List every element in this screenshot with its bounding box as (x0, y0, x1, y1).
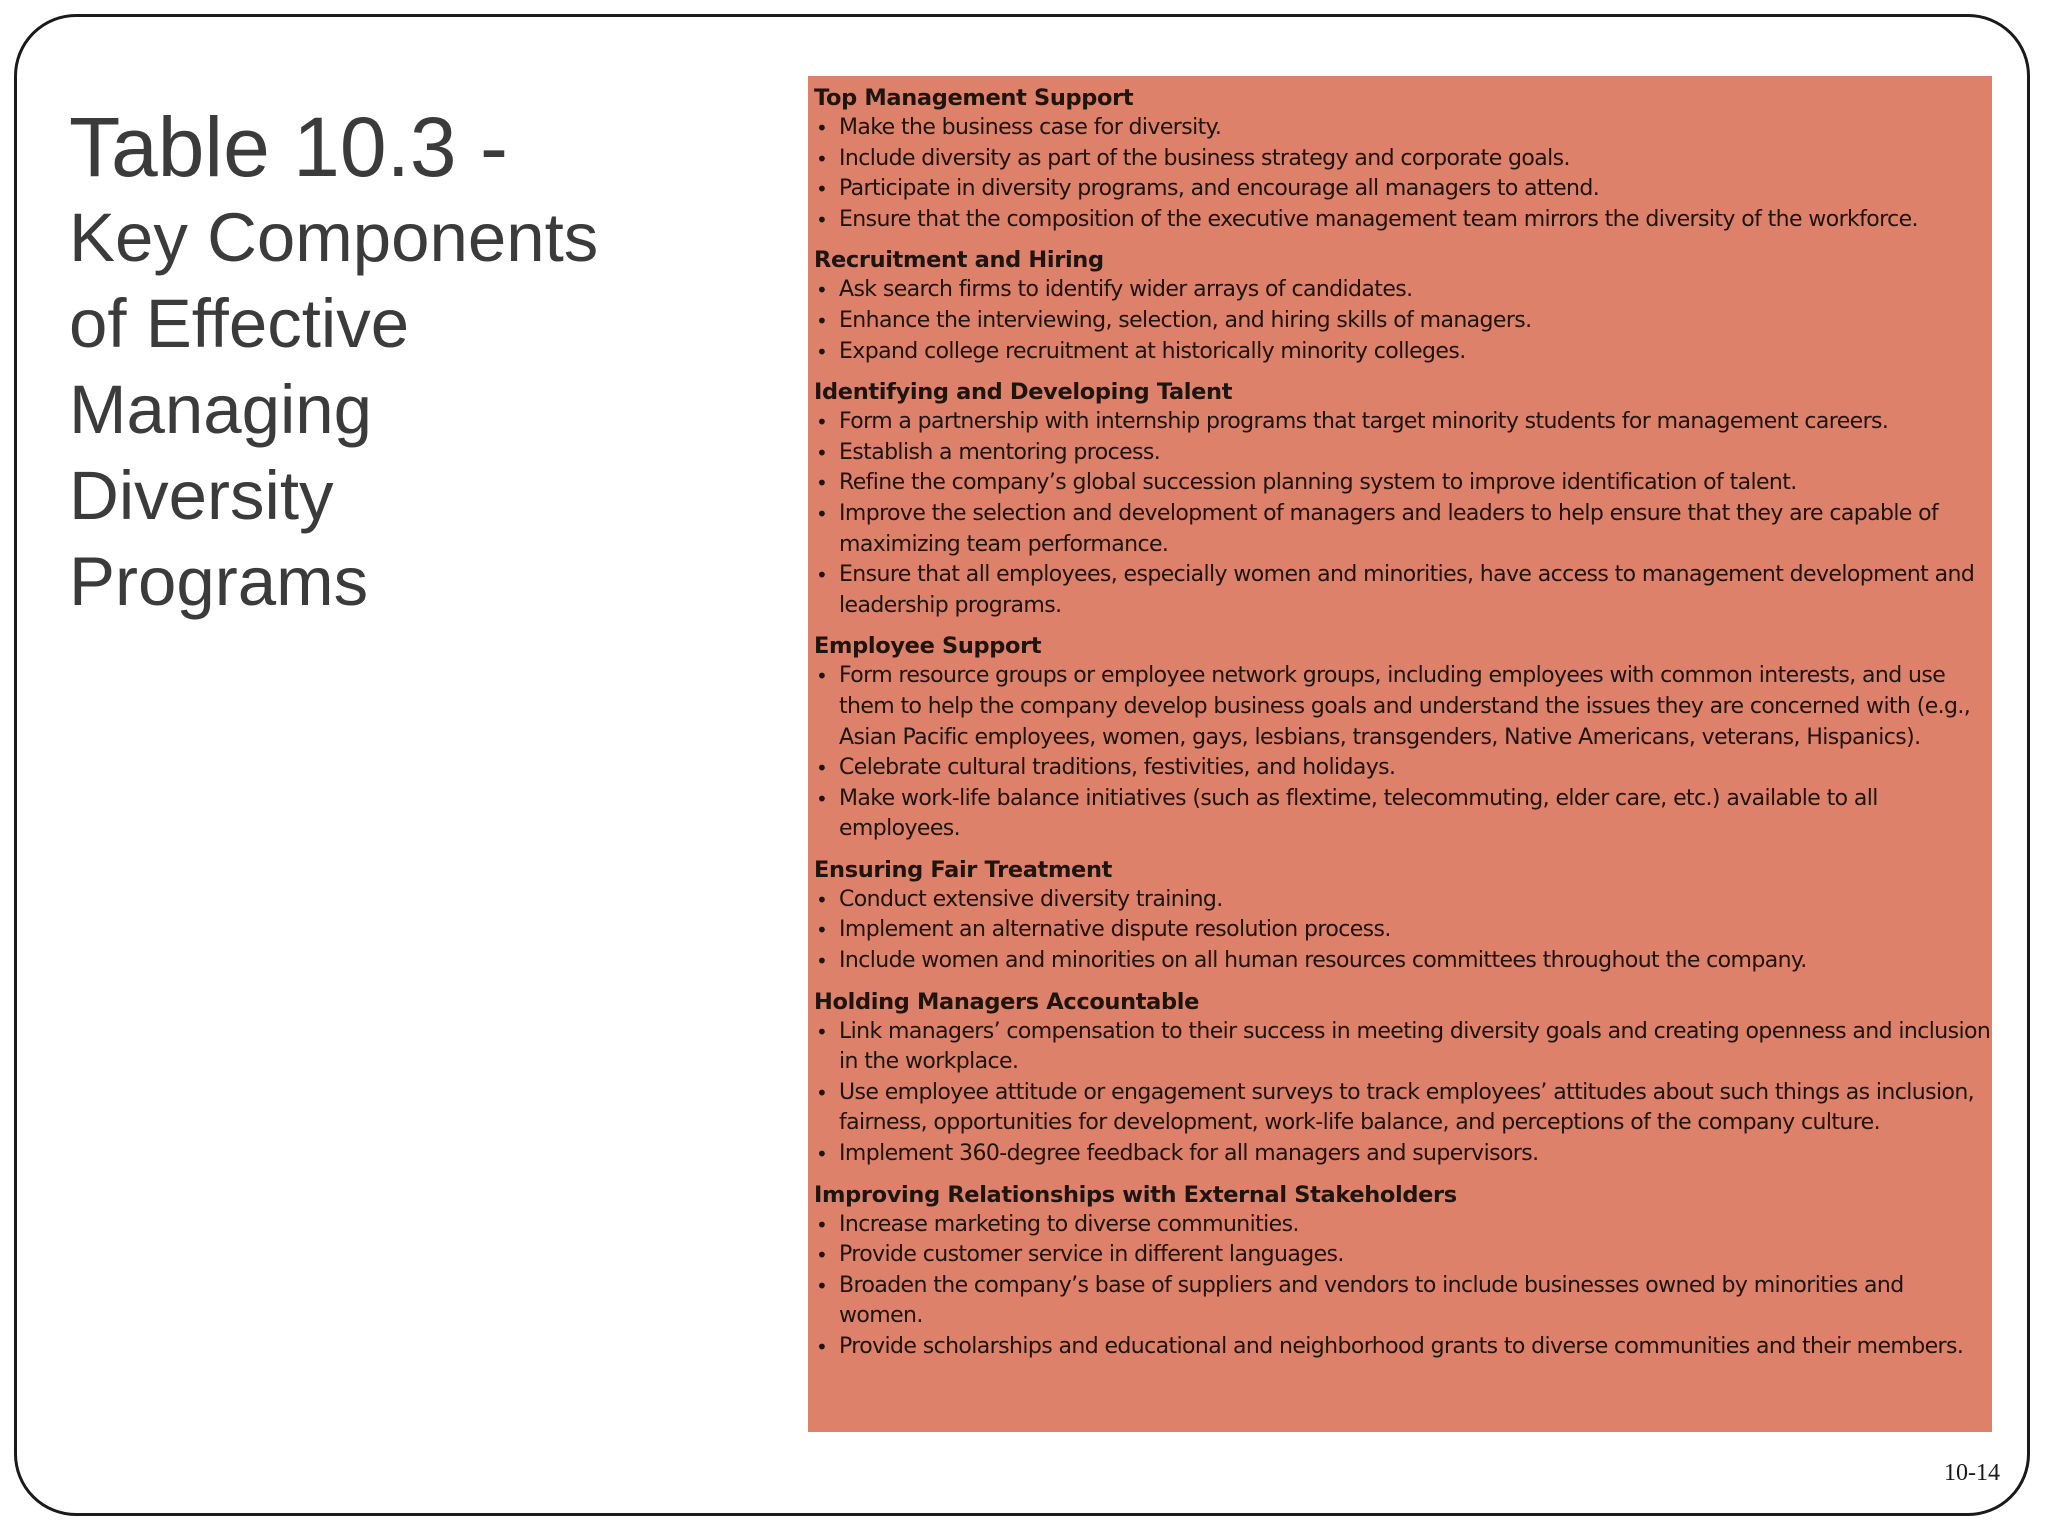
list-item-text: Establish a mentoring process. (839, 439, 1161, 465)
slide-title-line1: Table 10.3 - (69, 100, 508, 194)
list-item (814, 337, 1992, 368)
section-heading: Improving Relationships with External Stakeholders (814, 1181, 1457, 1208)
list-item (814, 407, 1992, 438)
list-item (814, 174, 1992, 205)
bullet-icon: • (816, 339, 828, 364)
list-item-text: Form a partnership with internship programs that target minority students for management careers. (839, 409, 1889, 435)
section-heading: Employee Support (814, 633, 1042, 660)
section-heading: Identifying and Developing Talent (814, 379, 1233, 406)
list-item (814, 205, 1992, 236)
bullet-icon: • (816, 918, 828, 943)
bullet-icon: • (816, 1243, 828, 1268)
bullet-icon: • (816, 887, 828, 912)
list-item-text: Make work-life balance initiatives (such as flextime, telecommuting, elder care, etc.) available to all employees. (839, 785, 1878, 842)
page-number: 10-14 (1944, 1460, 2000, 1486)
section-heading: Recruitment and Hiring (814, 247, 1104, 274)
bullet-icon: • (816, 949, 828, 974)
bullet-icon: • (816, 1019, 828, 1044)
bullet-icon: • (816, 501, 828, 526)
table-section (814, 987, 1992, 1170)
list-item (814, 915, 1992, 946)
section-heading: Ensuring Fair Treatment (814, 856, 1113, 883)
list-item-text: Include diversity as part of the business strategy and corporate goals. (839, 145, 1570, 171)
bullet-icon: • (816, 278, 828, 303)
list-item (814, 113, 1992, 144)
list-item (814, 1139, 1992, 1170)
list-item-text: Ask search firms to identify wider arrays of candidates. (839, 277, 1413, 303)
list-item (814, 1078, 1992, 1139)
bullet-icon: • (816, 146, 828, 171)
list-item-text: Ensure that the composition of the executive management team mirrors the diversity of the workforce. (839, 206, 1918, 232)
section-heading: Top Management Support (814, 85, 1134, 111)
list-item-text: Include women and minorities on all human resources committees throughout the company. (839, 948, 1807, 974)
list-item (814, 1240, 1992, 1271)
table-section (814, 245, 1992, 367)
list-item-text: Implement an alternative dispute resolution process. (839, 917, 1391, 943)
list-item (814, 784, 1992, 845)
bullet-icon: • (816, 1273, 828, 1298)
bullet-icon: • (816, 756, 828, 781)
list-item (814, 1210, 1992, 1241)
list-item-text: Make the business case for diversity. (839, 115, 1222, 140)
list-item (814, 1017, 1992, 1078)
table-section (814, 631, 1992, 845)
bullet-icon: • (816, 207, 828, 232)
list-item (814, 946, 1992, 977)
bullet-icon: • (816, 440, 828, 465)
list-item-text: Provide customer service in different languages. (839, 1242, 1344, 1268)
list-item-text: Provide scholarships and educational and neighborhood grants to diverse communities and their members. (839, 1334, 1964, 1359)
list-item-text: Form resource groups or employee network groups, including employees with common interests, and use them to help the company develop business goals and understand the issues they are concerned with (e.g., Asian Pacific employees, women, gays, lesbians, transgenders, Native Americans, veterans, Hispanics). (839, 663, 1971, 750)
bullet-icon: • (816, 786, 828, 811)
list-item-text: Conduct extensive diversity training. (839, 886, 1223, 912)
list-item (814, 499, 1992, 560)
list-item (814, 144, 1992, 175)
section-item-list (814, 407, 1992, 621)
list-item (814, 753, 1992, 784)
table-section (814, 1180, 1992, 1363)
list-item (814, 1332, 1992, 1363)
table-section (814, 855, 1992, 977)
list-item-text: Increase marketing to diverse communities. (839, 1211, 1299, 1237)
list-item-text: Enhance the interviewing, selection, and hiring skills of managers. (839, 307, 1532, 333)
list-item (814, 1271, 1992, 1332)
list-item (814, 306, 1992, 337)
list-item-text: Use employee attitude or engagement surveys to track employees’ attitudes about such things as inclusion, fairness, opportunities for development, work-life balance, and perceptions of the company culture. (839, 1079, 1975, 1136)
list-item (814, 885, 1992, 916)
list-item-text: Refine the company’s global succession planning system to improve identification of talent. (839, 470, 1797, 496)
list-item-text: Improve the selection and development of managers and leaders to help ensure that they are capable of maximizing team performance. (839, 500, 1939, 557)
list-item-text: Expand college recruitment at historically minority colleges. (839, 338, 1466, 364)
list-item-text: Ensure that all employees, especially women and minorities, have access to management development and leadership programs. (839, 562, 1975, 618)
section-item-list (814, 1017, 1992, 1170)
section-item-list (814, 885, 1992, 977)
bullet-icon: • (816, 177, 828, 202)
list-item (814, 438, 1992, 469)
bullet-icon: • (816, 308, 828, 333)
section-item-list (814, 661, 1992, 845)
bullet-icon: • (816, 471, 828, 496)
table-section (814, 83, 1992, 235)
list-item (814, 560, 1992, 621)
section-item-list (814, 1210, 1992, 1363)
bullet-icon: • (816, 410, 828, 435)
list-item-text: Broaden the company’s base of suppliers and vendors to include businesses owned by minorities and women. (839, 1272, 1904, 1329)
section-heading: Holding Managers Accountable (814, 988, 1200, 1015)
list-item (814, 275, 1992, 306)
list-item-text: Celebrate cultural traditions, festivities, and holidays. (839, 755, 1396, 781)
list-item-text: Link managers’ compensation to their success in meeting diversity goals and creating openness and inclusion in the workplace. (839, 1018, 1991, 1075)
bullet-icon: • (816, 1080, 828, 1105)
bullet-icon: • (816, 116, 828, 140)
bullet-icon: • (816, 1335, 828, 1359)
section-item-list (814, 113, 1992, 235)
bullet-icon: • (816, 1142, 828, 1167)
list-item-text: Implement 360-degree feedback for all managers and supervisors. (839, 1141, 1539, 1167)
section-item-list (814, 275, 1992, 367)
bullet-icon: • (816, 664, 828, 689)
slide-title-subtitle: Key Components of Effective Managing Diversity Programs (69, 199, 599, 620)
table-section (814, 377, 1992, 621)
list-item (814, 661, 1992, 753)
bullet-icon: • (816, 1212, 828, 1237)
diversity-components-table (808, 76, 1992, 1432)
slide-title (69, 99, 669, 625)
bullet-icon: • (816, 563, 828, 588)
list-item (814, 468, 1992, 499)
list-item-text: Participate in diversity programs, and encourage all managers to attend. (839, 176, 1600, 202)
